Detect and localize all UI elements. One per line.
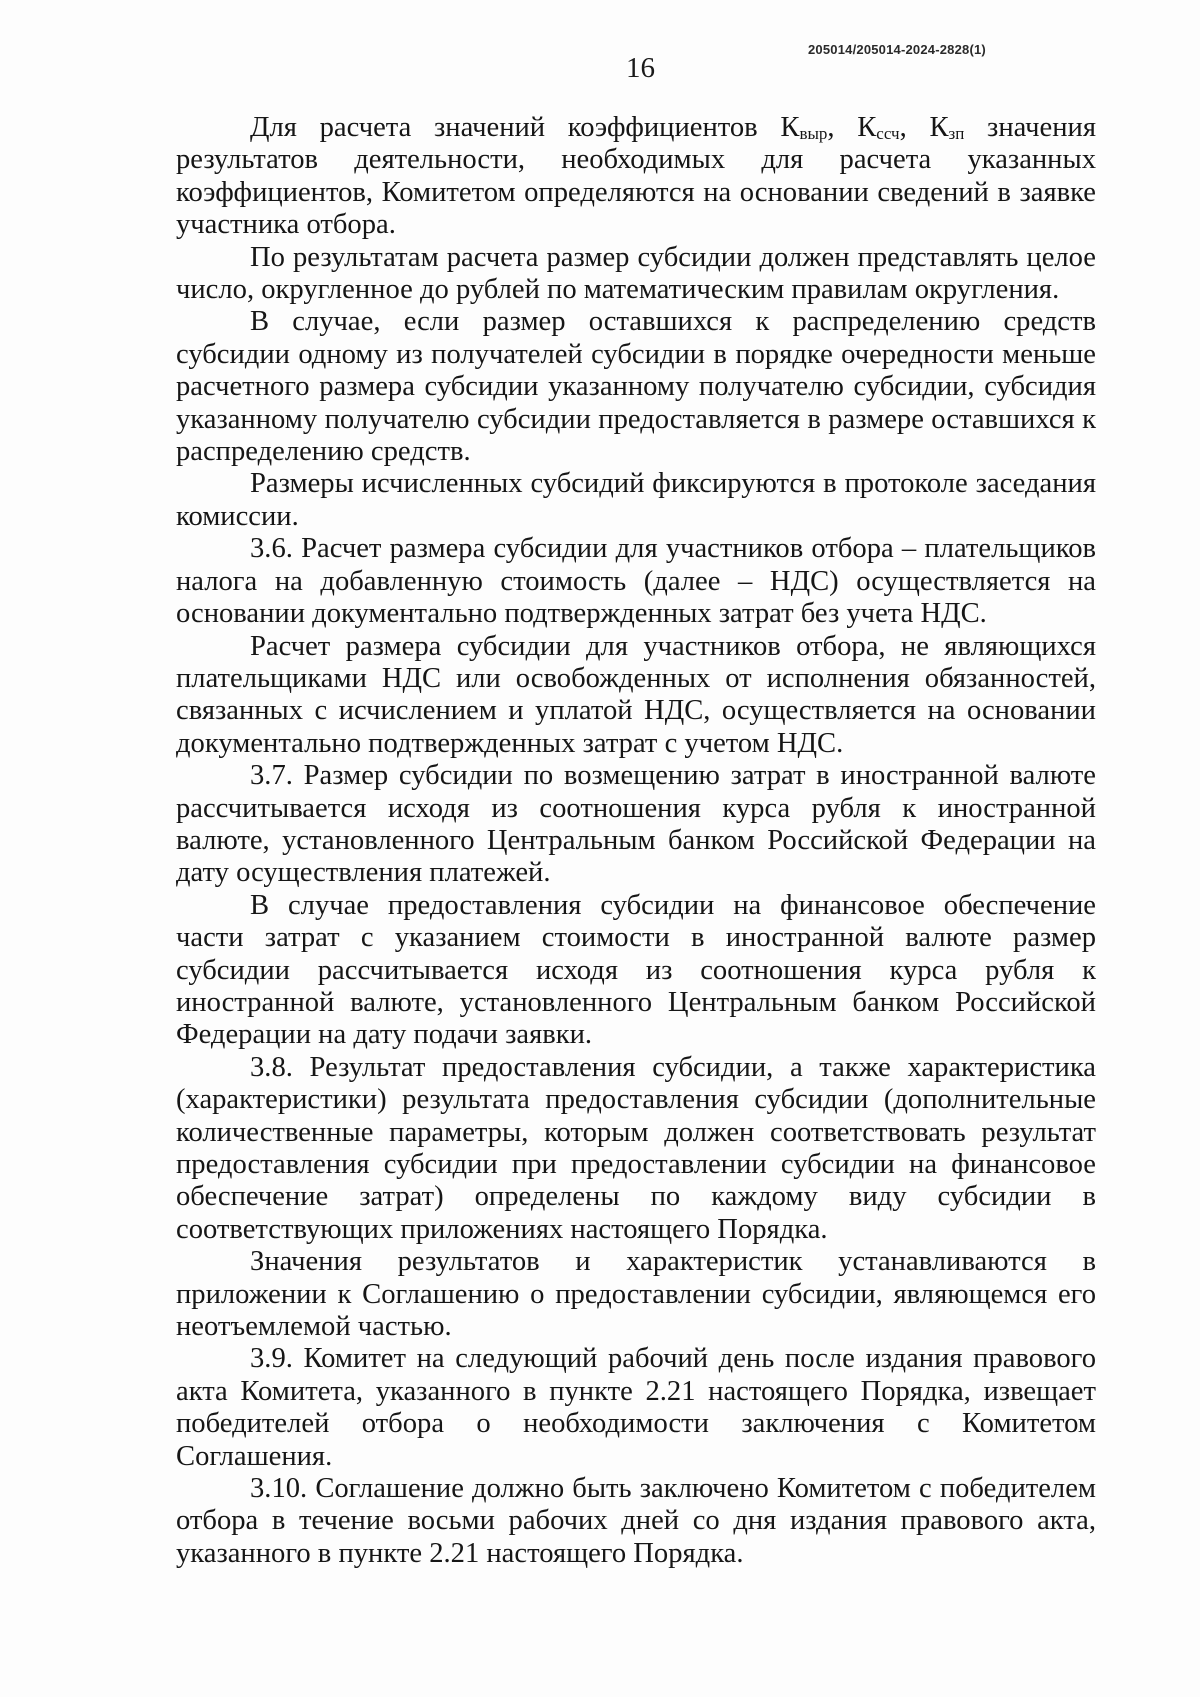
paragraph-remaining-funds: В случае, если размер оставшихся к распределению средств субсидии одному из получателей субсидии в порядке очередности меньше расчетного размера субсидии указанному получателю субсидии, субсидия указанному получателю субсидии предоставляется в размере оставшихся к распределению средств. xyxy=(176,306,1096,468)
paragraph-3-10: 3.10. Соглашение должно быть заключено Комитетом с победителем отбора в течение восьми рабочих дней со дня издания правового акта, указанного в пункте 2.21 настоящего Порядка. xyxy=(176,1473,1096,1569)
coefficient-k-ssch: $К_{ссч}$ xyxy=(857,112,900,143)
paragraph-non-vat-payers: Расчет размера субсидии для участников отбора, не являющихся плательщиками НДС или освобожденных от исполнения обязанностей, связанных с исчислением и уплатой НДС, осуществляется на основании документально подтвержденных затрат с учетом НДС. xyxy=(176,630,1096,759)
paragraph-3-9: 3.9. Комитет на следующий рабочий день после издания правового акта Комитета, указанного в пункте 2.21 настоящего Порядка, извещает победителей отбора о необходимости заключения с Комитетом Соглашения. xyxy=(176,1343,1096,1472)
coefficient-k-zp: $К_{зп}$ xyxy=(929,112,965,143)
paragraph-results-values: Значения результатов и характеристик устанавливаются в приложении к Соглашению о предоставлении субсидии, являющемся его неотъемлемой частью. xyxy=(176,1246,1096,1343)
paragraph-3-8: 3.8. Результат предоставления субсидии, а также характеристика (характеристики) результата предоставления субсидии (дополнительные количественные параметры, которым должен соответствовать результат предоставления субсидии при предоставлении субсидии на финансовое обеспечение затрат) определены по каждому виду субсидии в соответствующих приложениях настоящего Порядка. xyxy=(176,1051,1096,1245)
coefficient-k-vyr: $К_{выр}$ xyxy=(780,112,828,143)
page-number: 16 xyxy=(626,52,655,84)
paragraph-coefficients: Для расчета значений коэффициентов $К_{выр}$, $К_{ссч}$, $К_{зп}$ значения результатов деятельности, необходимых для расчета указанных коэффициентов, Комитетом определяются на основании сведений в заявке участника отбора. xyxy=(176,112,1097,241)
paragraph-text: значения результатов деятельности, необходимых для расчета указанных коэффициентов, Комитетом определяются на основании сведений в заявке участника отбора. xyxy=(176,112,1097,241)
paragraph-protocol: Размеры исчисленных субсидий фиксируются в протоколе заседания комиссии. xyxy=(176,468,1096,532)
document-body xyxy=(176,112,1096,1570)
document-registration-number: 205014/205014-2024-2828(1) xyxy=(808,42,986,57)
paragraph-3-6: 3.6. Расчет размера субсидии для участников отбора – плательщиков налога на добавленную стоимость (далее – НДС) осуществляется на основании документально подтвержденных затрат без учета НДС. xyxy=(176,533,1096,630)
paragraph-text: Для расчета значений коэффициентов xyxy=(250,112,781,143)
paragraph-foreign-currency: В случае предоставления субсидии на финансовое обеспечение части затрат с указанием стоимости в иностранной валюте размер субсидии рассчитывается исходя из соотношения курса рубля к иностранной валюте, установленного Центральным банком Российской Федерации на дату подачи заявки. xyxy=(176,889,1096,1051)
paragraph-rounding: По результатам расчета размер субсидии должен представлять целое число, округленное до рублей по математическим правилам округления. xyxy=(176,241,1096,306)
paragraph-3-7: 3.7. Размер субсидии по возмещению затрат в иностранной валюте рассчитывается исходя из соотношения курса рубля к иностранной валюте, установленного Центральным банком Российской Федерации на дату осуществления платежей. xyxy=(176,760,1096,889)
